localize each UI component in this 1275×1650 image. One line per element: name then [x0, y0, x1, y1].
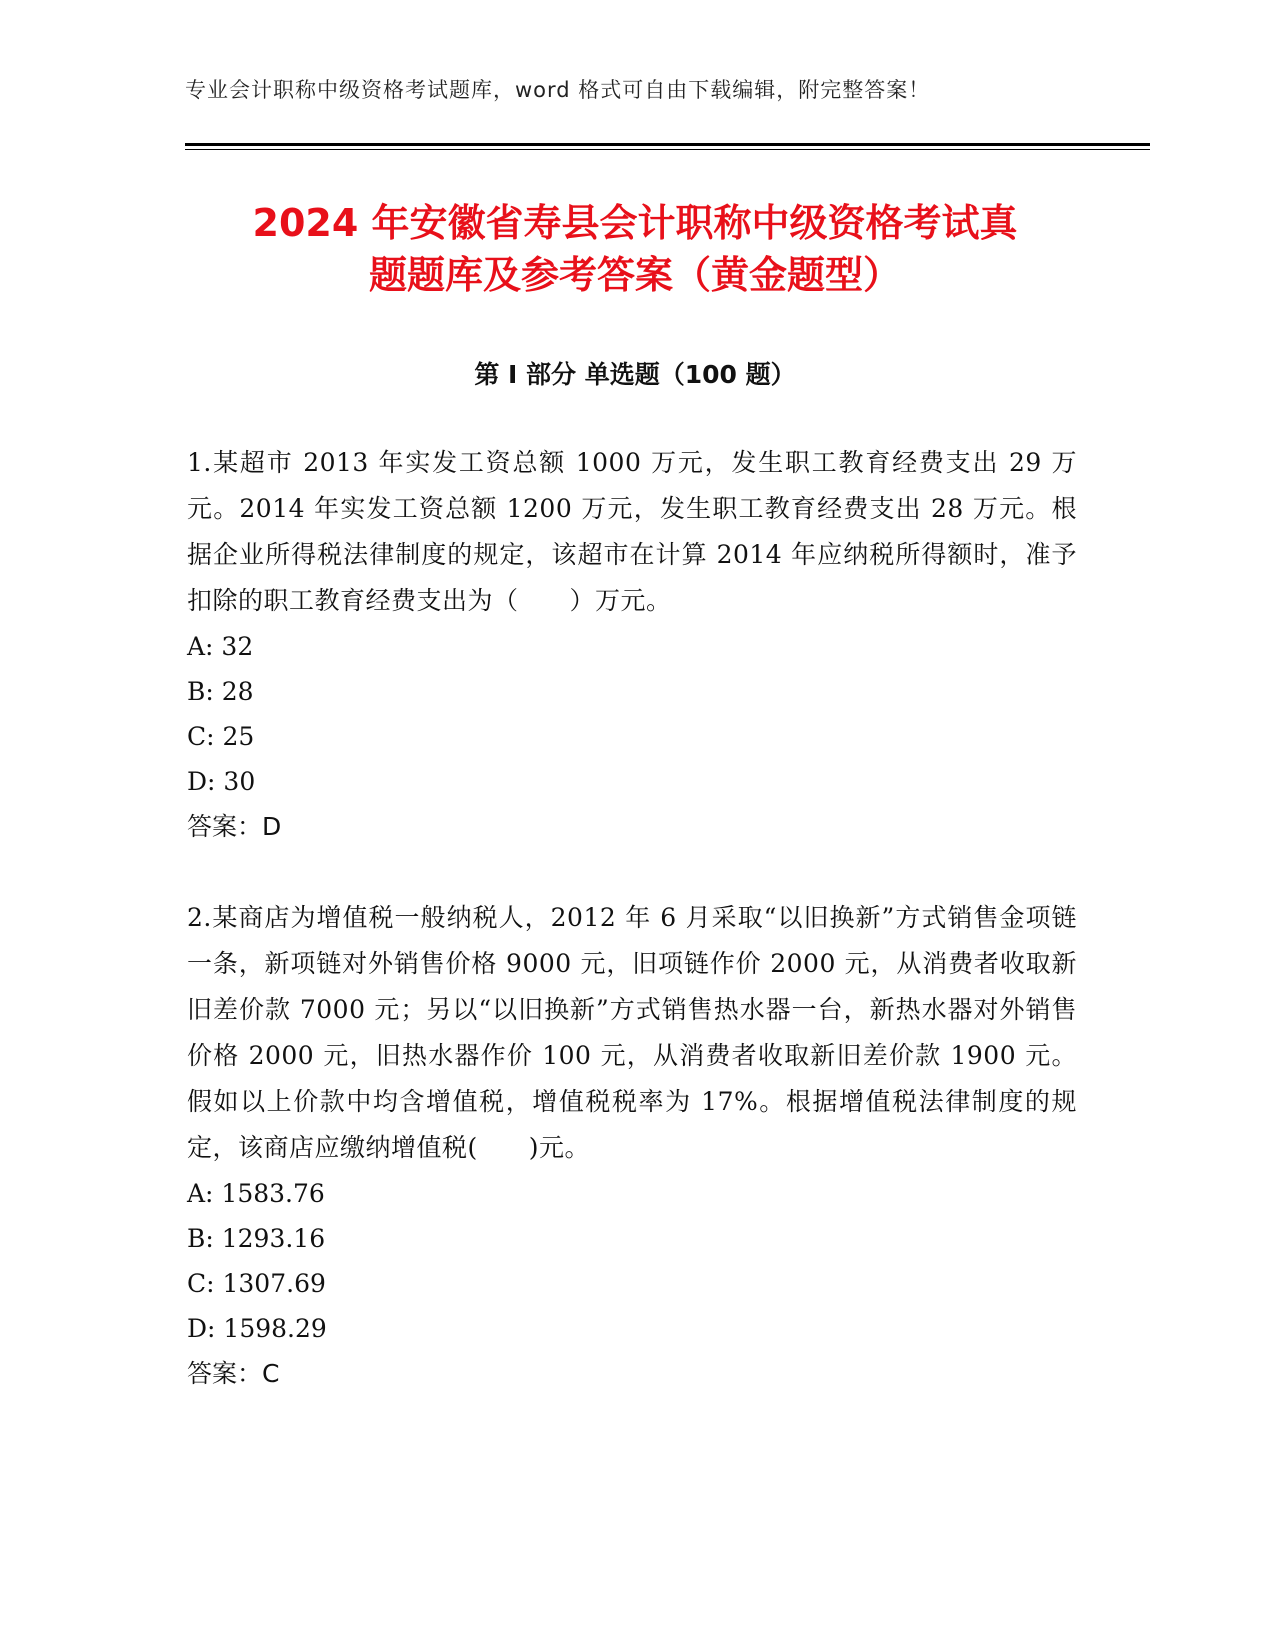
question-1 — [187, 440, 1077, 849]
header-divider-thick — [185, 143, 1150, 146]
header-note: 专业会计职称中级资格考试题库，word 格式可自由下载编辑，附完整答案！ — [185, 78, 931, 102]
question-stem: 1.某超市 2013 年实发工资总额 1000 万元，发生职工教育经费支出 29 万元。2014 年实发工资总额 1200 万元，发生职工教育经费支出 28 万元。根据企业所得税法律制度的规定，该超市在计算 2014 年应纳税所得额时，准予扣除的职工教育经费支出为（ ）万元。 — [187, 448, 1077, 615]
option-c: C: 1307.69 — [187, 1269, 326, 1298]
option-a: A: 32 — [187, 632, 254, 661]
document-title — [185, 197, 1085, 301]
option-d: D: 1598.29 — [187, 1314, 327, 1343]
section-heading: 第 I 部分 单选题（100 题） — [474, 360, 796, 389]
question-stem: 2.某商店为增值税一般纳税人，2012 年 6 月采取“以旧换新”方式销售金项链一条，新项链对外销售价格 9000 元，旧项链作价 2000 元，从消费者收取新旧差价款 7000 元；另以“以旧换新”方式销售热水器一台，新热水器对外销售价格 2000 元，旧热水器作价 100 元，从消费者收取新旧差价款 1900 元。假如以上价款中均含增值税，增值税税率为 17%。根据增值税法律制度的规定，该商店应缴纳增值税( )元。 — [187, 903, 1077, 1162]
question-2 — [187, 895, 1077, 1396]
option-d: D: 30 — [187, 767, 256, 796]
answer: 答案：C — [187, 1359, 280, 1388]
option-b: B: 1293.16 — [187, 1224, 326, 1253]
option-c: C: 25 — [187, 722, 255, 751]
option-a: A: 1583.76 — [187, 1179, 325, 1208]
document-title-line-1: 2024 年安徽省寿县会计职称中级资格考试真 — [252, 201, 1018, 245]
answer: 答案：D — [187, 812, 282, 841]
header-divider-thin — [185, 149, 1150, 150]
option-b: B: 28 — [187, 677, 254, 706]
document-title-line-2: 题题库及参考答案（黄金题型） — [368, 253, 901, 297]
